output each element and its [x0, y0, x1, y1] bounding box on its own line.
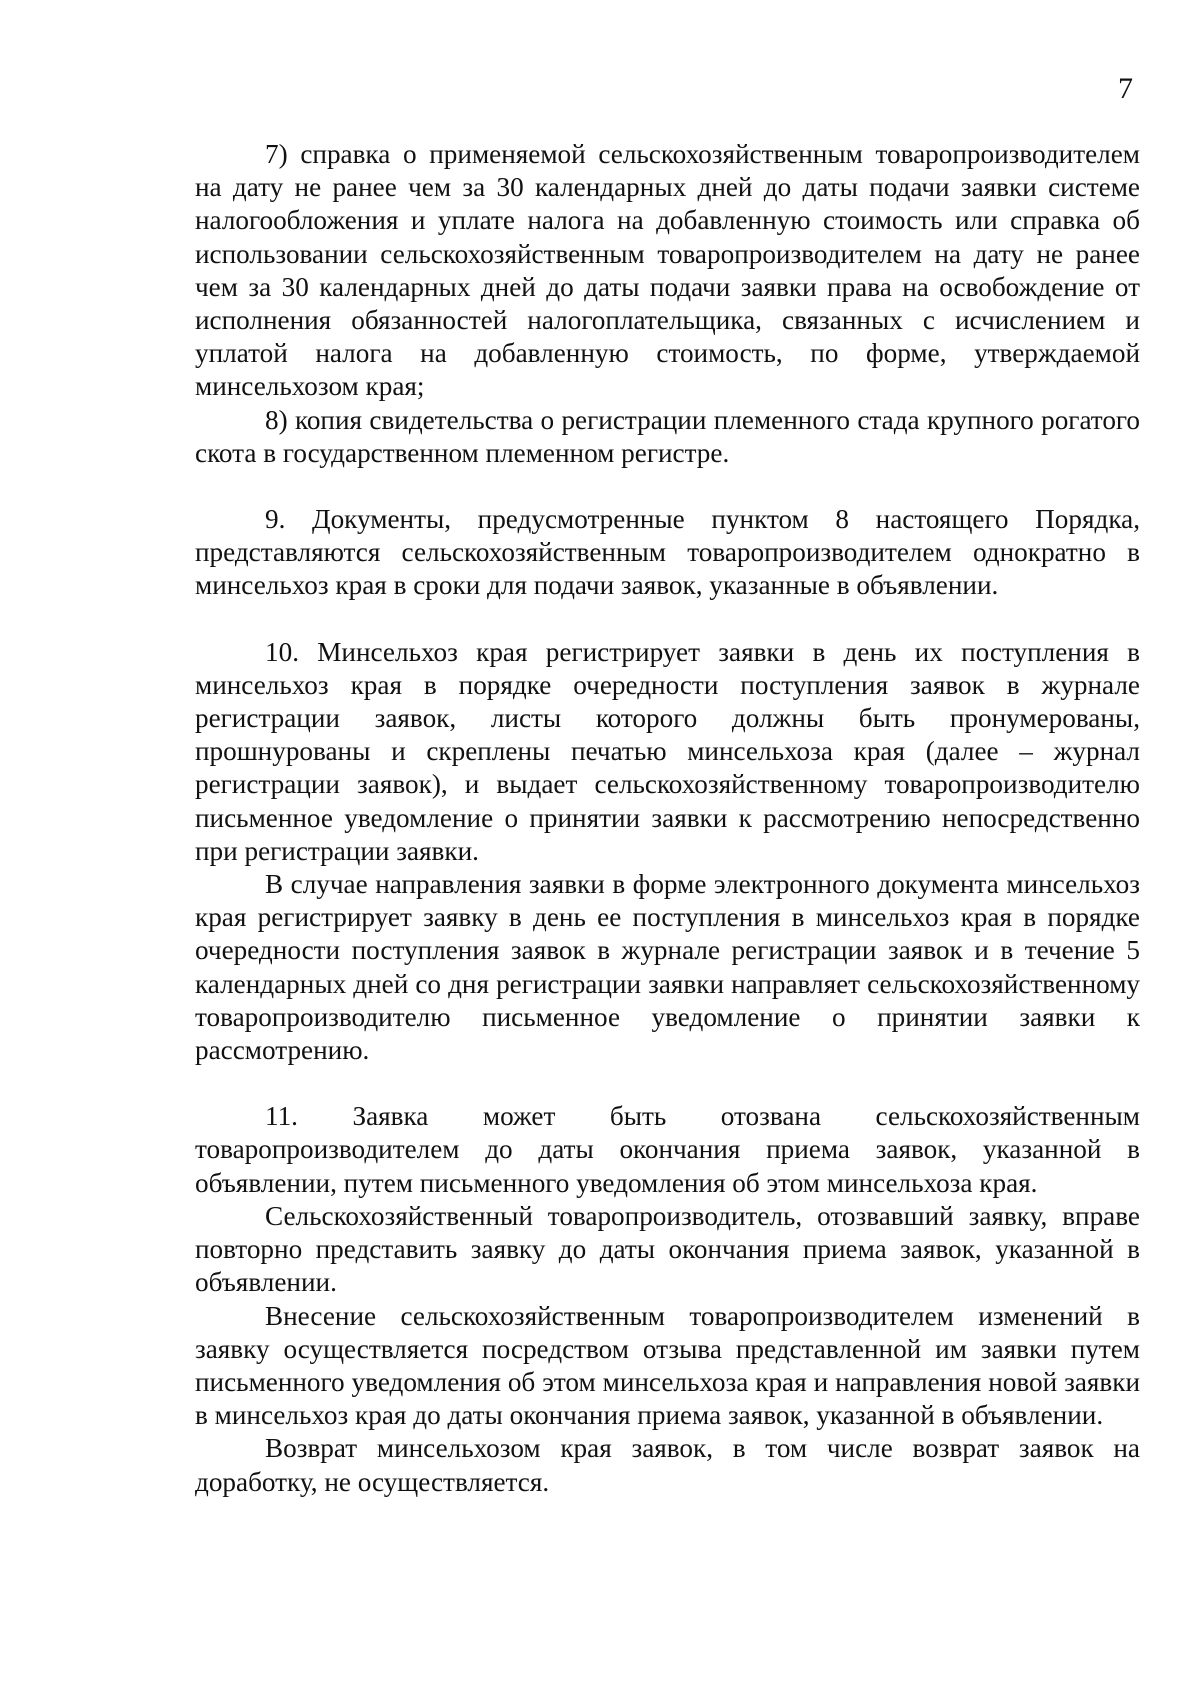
paragraph-clause-11-changes: Внесение сельскохозяйственным товаропроизводителем изменений в заявку осуществляется посредством отзыва представленной им заявки путем письменного уведомления об этом минсельхоза края и направления новой заявки в минсельхоз края до даты окончания приема заявок, указанной в объявлении. [195, 1300, 1140, 1431]
page-number: 7 [1118, 72, 1133, 105]
paragraph-clause-10: 10. Минсельхоз края регистрирует заявки в день их поступления в минсельхоз края в порядке очередности поступления заявок в журнале регистрации заявок, листы которого должны быть пронумерованы, прошнурованы и скреплены печатью минсельхоза края (далее – журнал регистрации заявок), и выдает сельскохозяйственному товаропроизводителю письменное уведомление о принятии заявки к рассмотрению непосредственно при регистрации заявки. [195, 636, 1140, 866]
paragraph-clause-11-resubmit: Сельскохозяйственный товаропроизводитель, отозвавший заявку, вправе повторно представить заявку до даты окончания приема заявок, указанной в объявлении. [195, 1200, 1140, 1298]
document-body [195, 138, 1140, 1499]
paragraph-clause-11-no-return: Возврат минсельхозом края заявок, в том числе возврат заявок на доработку, не осуществляется. [195, 1433, 1140, 1497]
paragraph-clause-10-electronic: В случае направления заявки в форме электронного документа минсельхоз края регистрирует заявку в день ее поступления в минсельхоз края в порядке очередности поступления заявок в журнале регистрации заявок и в течение 5 календарных дней со дня регистрации заявки направляет сельскохозяйственному товаропроизводителю письменное уведомление о принятии заявки к рассмотрению. [195, 869, 1140, 1066]
paragraph-clause-9: 9. Документы, предусмотренные пунктом 8 настоящего Порядка, представляются сельскохозяйственным товаропроизводителем однократно в минсельхоз края в сроки для подачи заявок, указанные в объявлении. [195, 504, 1140, 601]
paragraph-item-8: 8) копия свидетельства о регистрации племенного стада крупного рогатого скота в государственном племенном регистре. [195, 404, 1140, 468]
paragraph-clause-11: 11. Заявка может быть отозвана сельскохозяйственным товаропроизводителем до даты окончания приема заявок, указанной в объявлении, путем письменного уведомления об этом минсельхоза края. [195, 1101, 1140, 1198]
paragraph-item-7: 7) справка о применяемой сельскохозяйственным товаропроизводителем на дату не ранее чем за 30 календарных дней до даты подачи заявки системе налогообложения и уплате налога на добавленную стоимость или справка об использовании сельскохозяйственным товаропроизводителем на дату не ранее чем за 30 календарных дней до даты подачи заявки права на освобождение от исполнения обязанностей налогоплательщика, связанных с исчислением и уплатой налога на добавленную стоимость, по форме, утверждаемой минсельхозом края; [195, 139, 1140, 402]
